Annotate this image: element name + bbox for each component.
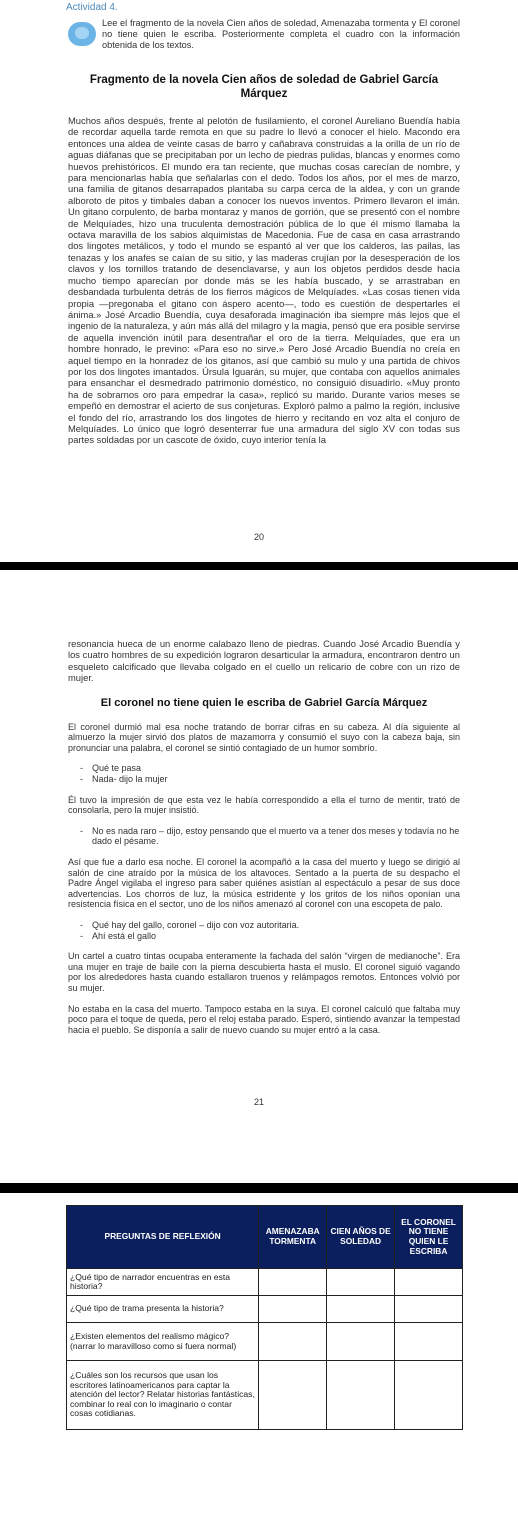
lightbulb-icon — [68, 22, 96, 46]
table-row — [67, 1361, 463, 1430]
reflection-table — [66, 1205, 463, 1430]
answer-cell[interactable] — [395, 1361, 463, 1430]
page-table — [0, 1193, 518, 1531]
activity-title: Actividad 4. — [66, 2, 118, 13]
dialog-line: - Qué hay del gallo, coronel – dijo con voz autoritaria. — [80, 920, 460, 931]
fragment2-paragraph: Así que fue a darlo esa noche. El coronel la acompañó a la casa del muerto y luego se dirigió al salón de cine atraído por la música de los altavoces. Sentado a la puerta de su despacho el Padre Ángel vigilaba el ingreso para saber quiénes asistían al espectáculo a pesar de sus doce advertencias. Los chorros de luz, la música estridente y los gritos de los niños oponían una resistencia física en el sector, uno de los niños amenazó al coronel con una escopeta de palo. — [68, 856, 460, 910]
question-cell: ¿Qué tipo de trama presenta la historia? — [67, 1296, 259, 1323]
table-header-row — [67, 1206, 463, 1269]
dialog-line: - No es nada raro – dijo, estoy pensando que el muerto va a tener dos meses y todavía no he dado el pésame. — [80, 826, 460, 847]
page-20 — [0, 0, 518, 562]
header-questions: PREGUNTAS DE REFLEXIÓN — [67, 1206, 259, 1269]
answer-cell[interactable] — [395, 1323, 463, 1361]
answer-cell[interactable] — [395, 1269, 463, 1296]
instructions — [68, 18, 460, 51]
page-21 — [0, 570, 518, 1183]
answer-cell[interactable] — [259, 1323, 327, 1361]
table-row — [67, 1296, 463, 1323]
dialog-list — [68, 826, 460, 847]
answer-cell[interactable] — [395, 1296, 463, 1323]
dialog-line: - Qué te pasa — [80, 763, 460, 774]
fragment2-paragraph: Un cartel a cuatro tintas ocupaba enteramente la fachada del salón “virgen de medianoche”. Era una mujer en traje de baile con la pierna descubierta hasta el muslo. El coronel siguió vagando por los alrededores hasta cuando estallaron truenos y relámpagos remotos. Entonces volvió por su mujer. — [68, 951, 460, 993]
dialog-line: - Nada- dijo la mujer — [80, 774, 460, 785]
answer-cell[interactable] — [327, 1323, 395, 1361]
question-cell: ¿Cuáles son los recursos que usan los escritores latinoamericanos para captar la atención del lector? Relatar historias fantásticas, combinar lo real con lo imaginario o contar cosas cotidianas. — [67, 1361, 259, 1430]
fragment2-paragraph: Él tuvo la impresión de que esta vez le había correspondido a ella el turno de mentir, trató de consolarla, pero la mujer insistió. — [68, 794, 460, 816]
page-number: 20 — [253, 532, 264, 542]
fragment1-continuation: resonancia hueca de un enorme calabazo lleno de piedras. Cuando José Arcadio Buendía y los cuatro hombres de su expedición lograron desarticular la armadura, encontraron dentro un esqueleto calcificado que llevaba colgado en el cuello un relicario de cobre con un rizo de mujer. — [68, 638, 460, 684]
header-amenazaba: AMENAZABA TORMENTA — [259, 1206, 327, 1269]
question-cell: ¿Existen elementos del realismo mágico? (narrar lo maravilloso como si fuera normal) — [67, 1323, 259, 1361]
instructions-text: Lee el fragmento de la novela Cien años de soledad, Amenazaba tormenta y El coronel no tiene quien le escriba. Posteriormente completa el cuadro con la información obtenida de los textos. — [102, 18, 460, 50]
answer-cell[interactable] — [327, 1361, 395, 1430]
table-row — [67, 1323, 463, 1361]
answer-cell[interactable] — [327, 1296, 395, 1323]
fragment1-title: Fragmento de la novela Cien años de soledad de Gabriel García Márquez — [89, 74, 439, 100]
question-cell: ¿Qué tipo de narrador encuentras en esta historia? — [67, 1269, 259, 1296]
header-cien-anos: CIEN AÑOS DE SOLEDAD — [327, 1206, 395, 1269]
answer-cell[interactable] — [259, 1296, 327, 1323]
answer-cell[interactable] — [327, 1269, 395, 1296]
dialog-list — [68, 763, 460, 784]
dialog-line: - Ahí está el gallo — [80, 931, 460, 942]
answer-cell[interactable] — [259, 1361, 327, 1430]
table-row — [67, 1269, 463, 1296]
header-coronel: EL CORONEL NO TIENE QUIEN LE ESCRIBA — [395, 1206, 463, 1269]
fragment2-title: El coronel no tiene quien le escriba de Gabriel García Márquez — [100, 696, 428, 709]
page-number: 21 — [253, 1097, 264, 1107]
dialog-list — [68, 920, 460, 941]
fragment2-paragraph: No estaba en la casa del muerto. Tampoco estaba en la suya. El coronel calculó que faltaba muy poco para el toque de queda, pero el reloj estaba parado. Esperó, sintiendo avanzar la tempestad hacia el pueblo. Se disponía a salir de nuevo cuando su mujer entró a la casa. — [68, 1003, 460, 1035]
fragment2-paragraph: El coronel durmió mal esa noche tratando de borrar cifras en su cabeza. Al día siguiente al almuerzo la mujer sirvió dos platos de mazamorra y consumió el suyo con la cabeza baja, sin pronunciar una palabra, el coronel se sintió contagiado de un humor sombrío. — [68, 721, 460, 753]
fragment1-text: Muchos años después, frente al pelotón de fusilamiento, el coronel Aureliano Buendía había de recordar aquella tarde remota en que su padre lo llevó a conocer el hielo. Macondo era entonces una aldea de veinte casas de barro y cañabrava construidas a la orilla de un río de aguas diáfanas que se precipitaban por un lecho de piedras pulidas, blancas y enormes como huevos prehistóricos. El mundo era tan reciente, que muchas cosas carecían de nombre, y para mencionarlas había que señalarlas con el dedo. Todos los años, por el mes de marzo, una familia de gitanos desarrapados plantaba su carpa cerca de la aldea, y con un grande alboroto de pitos y timbales daban a conocer los nuevos inventos. Primero llevaron el imán. Un gitano corpulento, de barba montaraz y manos de gorrión, que se presentó con el nombre de Melquíades, hizo una truculenta demostración pública de lo que él mismo llamaba la octava maravilla de los sabios alquimistas de Macedonia. Fue de casa en casa arrastrando dos lingotes metálicos, y todo el mundo se espantó al ver que los calderos, las pailas, las tenazas y los anafes se caían de su sitio, y las maderas crujían por la desesperación de los clavos y los tornillos tratando de desenclavarse, y aun los objetos perdidos desde hacía mucho tiempo aparecían por donde más se les había buscado, y se arrastraban en desbandada turbulenta detrás de los fierros mágicos de Melquíades. «Las cosas tienen vida propia —pregonaba el gitano con áspero acento—, todo es cuestión de despertarles el ánima.» José Arcadio Buendía, cuya desaforada imaginación iba siempre más lejos que el ingenio de la naturaleza, y aún más allá del milagro y la magia, pensó que era posible servirse de aquella invención inútil para desentrañar el oro de la tierra. Melquíades, que era un hombre honrado, le previno: «Para eso no sirve.» Pero José Arcadio Buendía no creía en aquel tiempo en la honradez de los gitanos, así que cambió su mulo y una partida de chivos por los dos lingotes imantados. Úrsula Iguarán, su mujer, que contaba con aquellos animales para ensanchar el desmedrado patrimonio doméstico, no consiguió disuadirlo. «Muy pronto ha de sobrarnos oro para empedrar la casa», replicó su marido. Durante varios meses se empeñó en demostrar el acierto de sus conjeturas. Exploró palmo a palmo la región, inclusive el fondo del río, arrastrando los dos lingotes de hierro y recitando en voz alta el conjuro de Melquíades. Lo único que logró desenterrar fue una armadura del siglo XV con todas sus partes soldadas por un cascote de óxido, cuyo interior tenía la — [68, 115, 460, 446]
answer-cell[interactable] — [259, 1269, 327, 1296]
